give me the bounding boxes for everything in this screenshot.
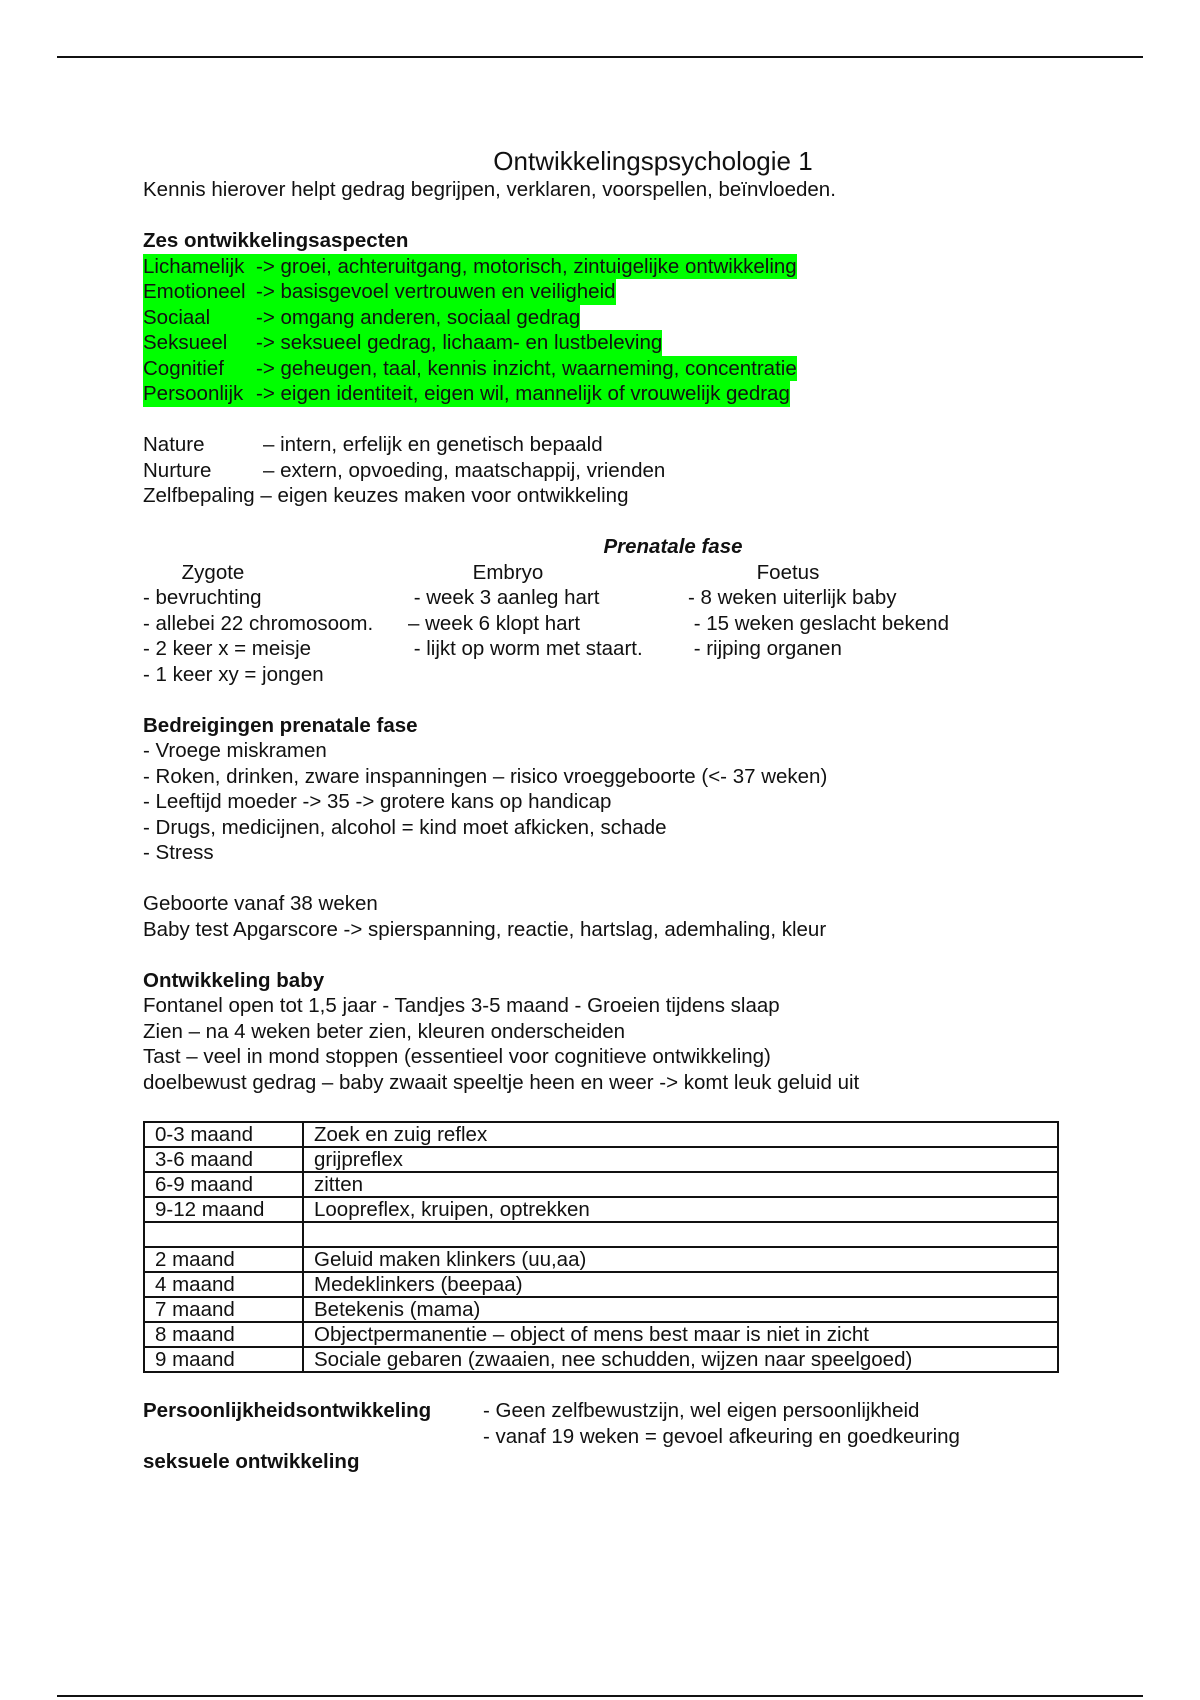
phase-item: – week 6 klopt hart [408, 611, 581, 635]
age-cell: 3-6 maand [144, 1147, 303, 1172]
nature-nurture-list [143, 432, 1063, 509]
list-item: Tast – veel in mond stoppen (essentieel voor cognitieve ontwikkeling) [143, 1045, 771, 1068]
age-cell: 0-3 maand [144, 1122, 303, 1147]
phase-item: - lijkt op worm met staart. [408, 637, 643, 660]
list-item: Zien – na 4 weken beter zien, kleuren onderscheiden [143, 1019, 626, 1043]
definition-row: Nurture – extern, opvoeding, maatschappij, vrienden [143, 458, 666, 482]
page-title: Ontwikkelingspsychologie 1 [493, 146, 813, 176]
list-item: Geboorte vanaf 38 weken [143, 892, 378, 915]
threats-list [143, 738, 1063, 866]
age-cell: 7 maand [144, 1297, 303, 1322]
phase-item: - bevruchting [143, 586, 262, 609]
intro-text: Kennis hierover helpt gedrag begrijpen, verklaren, voorspellen, beïnvloeden. [143, 178, 836, 201]
phase-title: Embryo [472, 560, 544, 584]
baby-list [143, 993, 1063, 1095]
definition-row: Zelfbepaling – eigen keuzes maken voor ontwikkeling [143, 484, 629, 507]
milestone-cell: Medeklinkers (beepaa) [303, 1272, 1058, 1297]
phase-item: - 8 weken uiterlijk baby [688, 586, 897, 609]
prenatal-title: Prenatale fase [603, 535, 743, 558]
list-item: - Roken, drinken, zware inspanningen – risico vroeggeboorte (<- 37 weken) [143, 764, 828, 788]
bottom-rule [57, 1695, 1143, 1697]
list-item: - Vroege miskramen [143, 739, 327, 762]
list-item: Fontanel open tot 1,5 jaar - Tandjes 3-5 maand - Groeien tijdens slaap [143, 994, 780, 1017]
threats-heading: Bedreigingen prenatale fase [143, 713, 418, 737]
list-item: - vanaf 19 weken = gevoel afkeuring en goedkeuring [483, 1424, 960, 1448]
personality-section [143, 1398, 1063, 1449]
list-item: doelbewust gedrag – baby zwaait speeltje heen en weer -> komt leuk geluid uit [143, 1070, 860, 1094]
table-row [144, 1197, 1058, 1222]
phase-item: - week 3 aanleg hart [408, 586, 600, 609]
phase-column-foetus [688, 560, 1008, 688]
age-cell: 9-12 maand [144, 1197, 303, 1222]
aspect-item: Emotioneel -> basisgevoel vertrouwen en veiligheid [143, 280, 616, 303]
milestone-cell: Sociale gebaren (zwaaien, nee schudden, wijzen naar speelgoed) [303, 1347, 1058, 1372]
age-cell: 9 maand [144, 1347, 303, 1372]
milestone-cell: grijpreflex [303, 1147, 1058, 1172]
list-item: Baby test Apgarscore -> spierspanning, reactie, hartslag, ademhaling, kleur [143, 917, 827, 941]
age-cell: 4 maand [144, 1272, 303, 1297]
list-item: - Stress [143, 841, 214, 864]
baby-heading: Ontwikkeling baby [143, 968, 325, 992]
phase-title: Zygote [181, 560, 245, 584]
milestone-cell: Zoek en zuig reflex [303, 1122, 1058, 1147]
milestone-cell: Objectpermanentie – object of mens best maar is niet in zicht [303, 1322, 1058, 1347]
table-row [144, 1147, 1058, 1172]
table-row [144, 1272, 1058, 1297]
table-row [144, 1347, 1058, 1372]
aspect-item: Sociaal -> omgang anderen, sociaal gedrag [143, 305, 581, 329]
milestones-table [143, 1121, 1059, 1373]
prenatal-phases [143, 560, 1063, 688]
document-body [143, 145, 1063, 1475]
table-row [144, 1122, 1058, 1147]
milestone-cell [303, 1222, 1058, 1247]
list-item: - Drugs, medicijnen, alcohol = kind moet afkicken, schade [143, 815, 667, 839]
phase-item: - 1 keer xy = jongen [143, 662, 324, 686]
table-row [144, 1222, 1058, 1247]
aspects-heading: Zes ontwikkelingsaspecten [143, 229, 409, 252]
age-cell [144, 1222, 303, 1247]
table-row [144, 1297, 1058, 1322]
personality-list [483, 1398, 1043, 1449]
phase-title: Foetus [756, 560, 820, 584]
phase-column-zygote [143, 560, 408, 688]
milestone-cell: Loopreflex, kruipen, optrekken [303, 1197, 1058, 1222]
milestone-cell: zitten [303, 1172, 1058, 1197]
list-item: - Geen zelfbewustzijn, wel eigen persoonlijkheid [483, 1399, 920, 1422]
sexual-heading: seksuele ontwikkeling [143, 1450, 360, 1473]
birth-list [143, 891, 1063, 942]
age-cell: 8 maand [144, 1322, 303, 1347]
aspect-item: Cognitief -> geheugen, taal, kennis inzicht, waarneming, concentratie [143, 356, 797, 380]
milestone-cell: Geluid maken klinkers (uu,aa) [303, 1247, 1058, 1272]
aspect-item: Persoonlijk -> eigen identiteit, eigen wil, mannelijk of vrouwelijk gedrag [143, 382, 790, 405]
aspect-item: Lichamelijk -> groei, achteruitgang, motorisch, zintuigelijke ontwikkeling [143, 254, 797, 278]
phase-item: - allebei 22 chromosoom. [143, 611, 374, 635]
aspect-item: Seksueel -> seksueel gedrag, lichaam- en lustbeleving [143, 331, 663, 354]
table-row [144, 1247, 1058, 1272]
phase-item: - rijping organen [688, 637, 842, 660]
table-row [144, 1322, 1058, 1347]
table-row [144, 1172, 1058, 1197]
list-item: - Leeftijd moeder -> 35 -> grotere kans op handicap [143, 790, 612, 813]
top-rule [57, 56, 1143, 58]
definition-row: Nature – intern, erfelijk en genetisch bepaald [143, 433, 603, 456]
phase-column-embryo [408, 560, 688, 688]
age-cell: 2 maand [144, 1247, 303, 1272]
personality-heading: Persoonlijkheidsontwikkeling [143, 1399, 432, 1422]
age-cell: 6-9 maand [144, 1172, 303, 1197]
phase-item: - 2 keer x = meisje [143, 637, 312, 660]
milestone-cell: Betekenis (mama) [303, 1297, 1058, 1322]
phase-item: - 15 weken geslacht bekend [688, 611, 949, 635]
aspects-list [143, 254, 1063, 407]
